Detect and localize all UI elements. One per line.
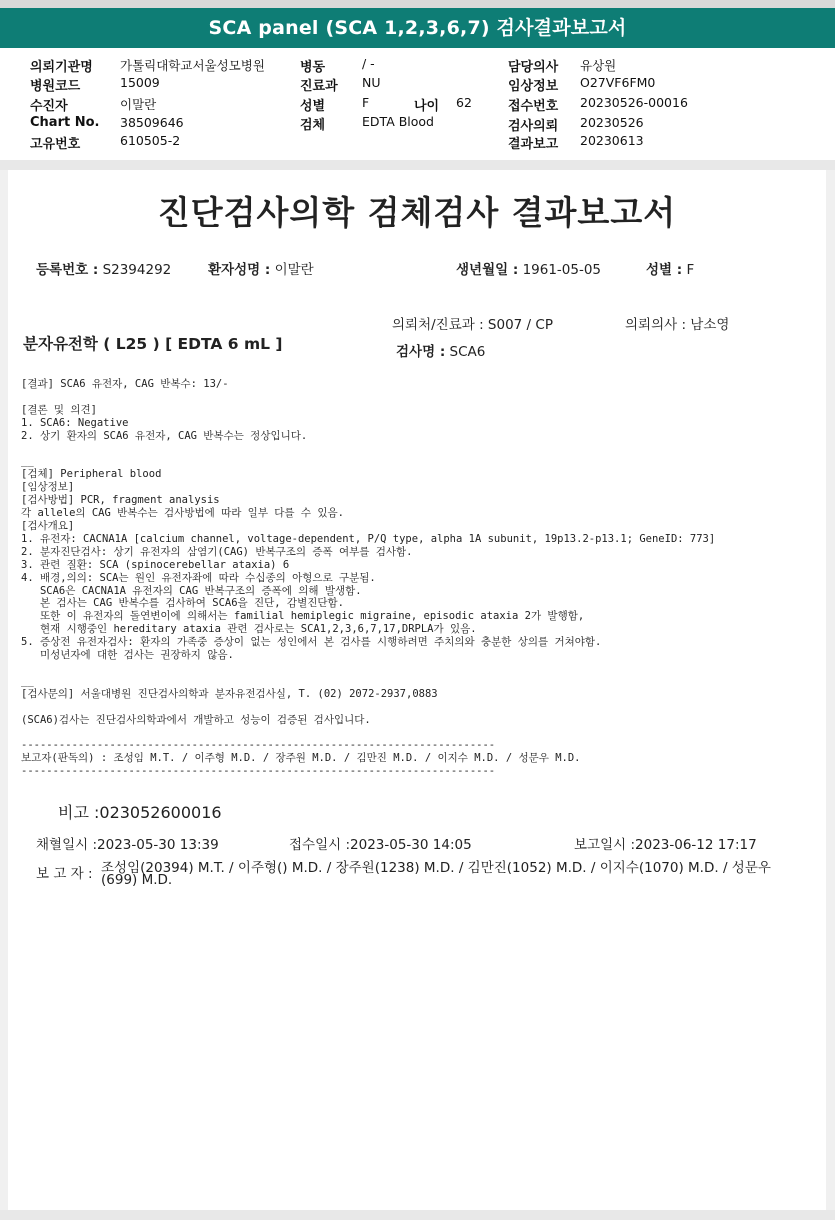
test-name-value: SCA6 bbox=[449, 344, 486, 360]
birth-date-value: 1961-05-05 bbox=[522, 262, 602, 278]
unique-id-value: 610505-2 bbox=[120, 133, 181, 148]
referral-department: 의뢰처/진료과 : S007 / CP bbox=[392, 317, 553, 333]
clinical-info-label: 임상정보 bbox=[508, 79, 559, 94]
specimen-value: EDTA Blood bbox=[362, 114, 434, 129]
accession-value: 20230526-00016 bbox=[580, 95, 688, 110]
accession-label: 접수번호 bbox=[508, 99, 559, 114]
request-date-label: 검사의뢰 bbox=[508, 119, 559, 134]
report-banner-title: SCA panel (SCA 1,2,3,6,7) 검사결과보고서 bbox=[0, 8, 835, 48]
report-date-label: 결과보고 bbox=[508, 137, 559, 152]
patient-value: 이말란 bbox=[120, 97, 157, 112]
sex-label: 성별 bbox=[300, 99, 326, 114]
ward-value: / - bbox=[362, 56, 375, 71]
clinical-info-value: O27VF6FM0 bbox=[580, 75, 656, 90]
report-time-value: 2023-06-12 17:17 bbox=[635, 837, 757, 853]
institution-value: 가톨릭대학교서울성모병원 bbox=[120, 58, 265, 73]
test-name-label: 검사명 : bbox=[396, 344, 446, 360]
report-time-label: 보고일시 : bbox=[574, 837, 636, 853]
patient-name-value: 이말란 bbox=[274, 262, 314, 278]
reception-time bbox=[289, 833, 472, 853]
section-heading: 분자유전학 ( L25 ) [ EDTA 6 mL ] bbox=[23, 335, 283, 353]
patient-sex bbox=[646, 258, 694, 278]
unique-id-label: 고유번호 bbox=[30, 137, 81, 152]
chart-no-value: 38509646 bbox=[120, 115, 184, 130]
patient-sex-label: 성별 : bbox=[646, 262, 683, 278]
department-value: NU bbox=[362, 75, 381, 90]
chart-no-label: Chart No. bbox=[30, 115, 100, 130]
collection-time bbox=[36, 833, 219, 853]
test-name bbox=[396, 340, 485, 360]
bottom-margin bbox=[0, 1210, 835, 1220]
collection-time-label: 채혈일시 : bbox=[36, 837, 98, 853]
reporter-list-line1: 조성임(20394) M.T. / 이주형() M.D. / 장주원(1238) M.D. / 김만진(1052) M.D. / 이지수(1070) M.D. / 성문우 bbox=[101, 860, 771, 876]
top-bar bbox=[0, 0, 835, 8]
report-body-text: [결과] SCA6 유전자, CAG 반복수: 13/- [결론 및 의견] 1. SCA6: Negative 2. 상기 환자의 SCA6 유전자, CAG 반복수는 정상입니다. __ [검체] Peripheral blood [임상정보] [검사방법] PCR, fragment analysis 각 allele의 CAG 반복수는 검사방법에 따라 일부 다를 수 있음. [검사개요] 1. 유전자: CACNA1A [calcium channel, voltage-dependent, P/Q type, alpha 1A subunit, 19p13.2-p13.1; GeneID: 773] 2. 분자진단검사: 상기 유전자의 삼염기(CAG) 반복구조의 증폭 여부를 검사함. 3. 관련 질환: SCA (spinocerebellar ataxia) 6 4. 배경,의의: SCA는 원인 유전자좌에 따라 수십종의 아형으로 구분됨. SCA6은 CACNA1A 유전자의 CAG 반복구조의 증폭에 의해 발생함. 본 검사는 CAG 반복수를 검사하여 SCA6을 진단, 감별진단함. 또한 이 유전자의 돌연변이에 의해서는 familial hemiplegic migraine, episodic ataxia 2가 발행함, 현재 시행중인 hereditary ataxia 관련 검사로는 SCA1,2,3,6,7,17,DRPLA가 있음. 5. 증상전 유전자검사: 환자의 가족중 증상이 없는 성인에서 본 검사를 시행하려면 주치의와 충분한 상의를 거쳐야함. 미성년자에 대한 검사는 권장하지 않음. __ [검사문의] 서울대병원 진단검사의학과 분자유전검사실, T. (02) 2072-2937,0883 (SCA6)검사는 진단검사의학과에서 개발하고 성능이 검증된 검사입니다. --------------------------------------------------------------------------- 보고자(판독의) : 조성임 M.T. / 이주형 M.D. / 장주원 M.D. / 김만진 M.D. / 이지수 M.D. / 성문우 M.D. --------------------------------------------------------------------------- bbox=[21, 378, 716, 778]
specimen-label: 검체 bbox=[300, 118, 326, 133]
sex-value: F bbox=[362, 95, 370, 110]
age-value: 62 bbox=[456, 95, 472, 110]
hospital-code-label: 병원코드 bbox=[30, 79, 81, 94]
doctor-label: 담당의사 bbox=[508, 60, 559, 75]
reception-time-label: 접수일시 : bbox=[289, 837, 351, 853]
referring-doctor: 의뢰의사 : 남소영 bbox=[625, 317, 730, 333]
patient-name-label: 환자성명 : bbox=[208, 262, 271, 278]
doctor-value: 유상원 bbox=[580, 58, 617, 73]
remark-value: 023052600016 bbox=[99, 803, 222, 822]
patient-sex-value: F bbox=[686, 262, 695, 278]
report-time bbox=[574, 833, 757, 853]
hospital-code-value: 15009 bbox=[120, 75, 160, 90]
age-label: 나이 bbox=[414, 99, 440, 114]
section-divider bbox=[0, 160, 835, 170]
ward-label: 병동 bbox=[300, 60, 326, 75]
reception-time-value: 2023-05-30 14:05 bbox=[350, 837, 472, 853]
scanned-report-document bbox=[8, 170, 826, 1210]
reporter-list-line2: (699) M.D. bbox=[101, 872, 173, 888]
birth-date-label: 생년월일 : bbox=[456, 262, 519, 278]
patient-name bbox=[208, 258, 314, 278]
patient-label: 수진자 bbox=[30, 99, 68, 114]
department-label: 진료과 bbox=[300, 79, 338, 94]
registration-number bbox=[36, 258, 171, 278]
remark bbox=[58, 800, 222, 823]
institution-label: 의뢰기관명 bbox=[30, 60, 93, 75]
remark-label: 비고 : bbox=[58, 803, 100, 822]
reporter-label: 보 고 자 : bbox=[36, 866, 93, 882]
request-date-value: 20230526 bbox=[580, 115, 644, 130]
request-info-panel bbox=[0, 48, 835, 160]
registration-number-value: S2394292 bbox=[102, 262, 172, 278]
collection-time-value: 2023-05-30 13:39 bbox=[97, 837, 219, 853]
report-date-value: 20230613 bbox=[580, 133, 644, 148]
birth-date bbox=[456, 258, 601, 278]
registration-number-label: 등록번호 : bbox=[36, 262, 99, 278]
document-title: 진단검사의학 검체검사 결과보고서 bbox=[157, 193, 677, 232]
